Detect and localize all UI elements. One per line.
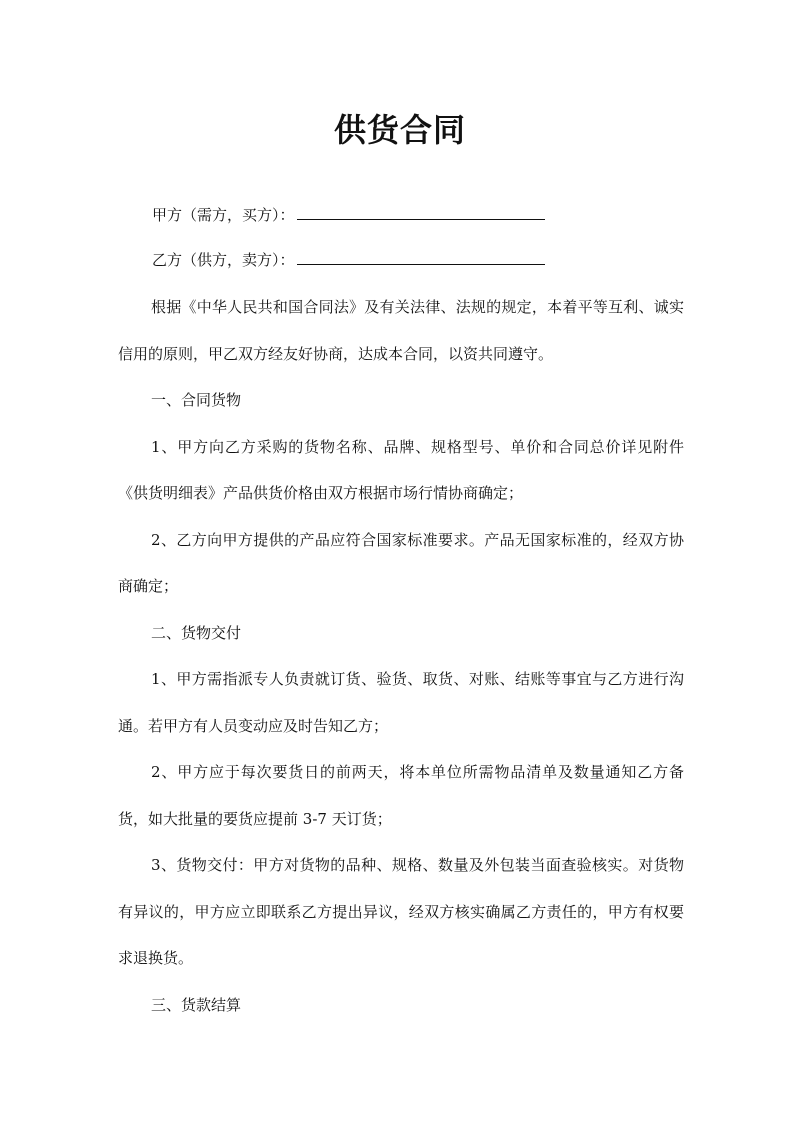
party-a-line [152, 203, 545, 225]
clause-paragraph: 3、货物交付：甲方对货物的品种、规格、数量及外包装当面查验核实。对货物有异议的，甲方应立即联系乙方提出异议，经双方核实确属乙方责任的，甲方有权要求退换货。 [118, 856, 684, 967]
document-title: 供货合同 [333, 111, 466, 149]
contract-body [118, 284, 684, 1028]
party-a-label: 甲方（需方，买方）： [152, 206, 295, 224]
clause-paragraph: 1、甲方需指派专人负责就订货、验货、取货、对账、结账等事宜与乙方进行沟通。若甲方有人员变动应及时告知乙方； [118, 670, 684, 735]
party-b-line [152, 248, 545, 270]
party-a-blank-field [297, 203, 545, 220]
party-b-label: 乙方（供方，卖方）： [152, 251, 295, 269]
section-heading-payment: 三、货款结算 [151, 995, 242, 1014]
preamble-paragraph: 根据《中华人民共和国合同法》及有关法律、法规的规定，本着平等互利、诚实信用的原则，甲乙双方经友好协商，达成本合同，以资共同遵守。 [118, 298, 684, 363]
clause-paragraph: 1、甲方向乙方采购的货物名称、品牌、规格型号、单价和合同总价详见附件《供货明细表》产品供货价格由双方根据市场行情协商确定； [118, 437, 684, 502]
clause-paragraph: 2、甲方应于每次要货日的前两天，将本单位所需物品清单及数量通知乙方备货，如大批量的要货应提前 3-7 天订货； [118, 763, 684, 828]
section-heading-goods: 一、合同货物 [151, 391, 242, 409]
party-b-blank-field [297, 248, 545, 265]
section-heading-delivery: 二、货物交付 [151, 623, 242, 642]
clause-paragraph: 2、乙方向甲方提供的产品应符合国家标准要求。产品无国家标准的，经双方协商确定； [118, 530, 684, 595]
